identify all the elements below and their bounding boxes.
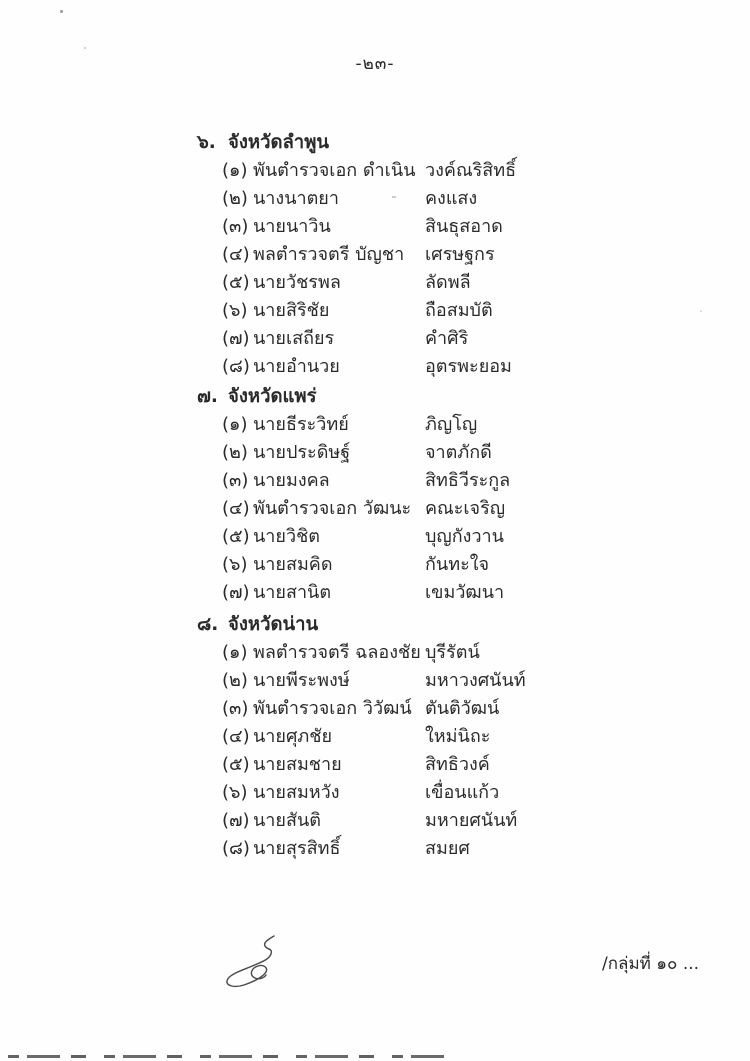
table-row	[222, 639, 750, 667]
entry-surname: สิทธิวงค์	[425, 754, 490, 775]
entry-surname: บุญกังวาน	[425, 526, 504, 547]
entry-surname: คณะเจริญ	[425, 498, 506, 519]
entry-name: นายประดิษฐ์	[253, 442, 351, 463]
table-row	[222, 157, 750, 185]
entry-surname: บุรีรัตน์	[425, 642, 480, 663]
table-row	[222, 411, 750, 439]
entry-name: นายมงคล	[253, 470, 330, 491]
table-row	[222, 325, 750, 353]
entry-surname: มหาวงศนันท์	[425, 670, 526, 691]
scan-speck	[700, 310, 702, 312]
table-row	[222, 835, 750, 863]
entry-name: นายนาวิน	[253, 216, 331, 237]
table-row	[222, 523, 750, 551]
entry-name: นางนาตยา	[253, 188, 339, 209]
table-row	[222, 353, 750, 381]
entry-name: พันตำรวจเอก วัฒนะ	[253, 498, 412, 519]
entry-surname: สินธุสอาด	[425, 216, 503, 237]
table-row	[222, 667, 750, 695]
section-title: จังหวัดน่าน	[228, 614, 319, 635]
footer-continuation-note: /กลุ่มที่ ๑๐ ...	[602, 954, 700, 974]
table-row	[222, 723, 750, 751]
entry-name: นายสานิต	[253, 582, 332, 603]
entry-surname: จาตภักดี	[425, 442, 492, 463]
signature-scribble	[216, 930, 288, 998]
section-title: จังหวัดแพร่	[228, 386, 317, 407]
entry-number: (๖)	[222, 300, 248, 321]
entry-surname: คำศิริ	[425, 328, 469, 349]
entry-surname: มหายศนันท์	[425, 810, 518, 831]
entry-number: (๖)	[222, 554, 248, 575]
entry-surname: อุตรพะยอม	[425, 356, 512, 377]
table-row	[222, 579, 750, 607]
entry-surname: ภิญโญ	[425, 414, 478, 435]
entry-surname: วงค์ณริสิทธิ์	[425, 160, 517, 181]
entry-number: (๔)	[222, 726, 250, 747]
entry-name: นายสิริชัย	[253, 300, 330, 321]
entry-name: นายสมชาย	[253, 754, 342, 775]
entry-surname: เศรษฐกร	[425, 244, 495, 265]
section-header	[197, 610, 750, 639]
entry-number: (๔)	[222, 244, 250, 265]
table-row	[222, 495, 750, 523]
table-row	[222, 779, 750, 807]
entry-number: (๗)	[222, 582, 250, 603]
table-row	[222, 213, 750, 241]
entry-name: นายอำนวย	[253, 356, 340, 377]
entry-number: (๖)	[222, 782, 248, 803]
entry-name: นายวัชรพล	[253, 272, 341, 293]
entry-number: (๗)	[222, 328, 250, 349]
entry-number: (๓)	[222, 216, 249, 237]
section-header	[197, 382, 750, 411]
section-number: ๖.	[197, 132, 216, 153]
section-header	[197, 128, 750, 157]
entry-number: (๑)	[222, 642, 248, 663]
entry-name: นายศุภชัย	[253, 726, 333, 747]
entry-number: (๓)	[222, 470, 249, 491]
entry-name: นายพีระพงษ์	[253, 670, 350, 691]
table-row	[222, 269, 750, 297]
entry-number: (๑)	[222, 160, 248, 181]
page-number: -๒๓-	[355, 54, 395, 74]
entry-surname: สิทธิวีระกูล	[425, 470, 511, 491]
table-row	[222, 807, 750, 835]
scan-speck	[84, 47, 86, 49]
entry-number: (๕)	[222, 272, 250, 293]
table-row	[222, 751, 750, 779]
section-number: ๗.	[197, 386, 218, 407]
entry-name: นายสมหวัง	[253, 782, 340, 803]
section-number: ๘.	[197, 614, 219, 635]
scan-speck	[392, 196, 396, 198]
entry-number: (๒)	[222, 188, 248, 209]
entry-name: นายสุรสิทธิ์	[253, 838, 341, 859]
entry-surname: เขื่อนแก้ว	[425, 782, 500, 803]
entry-number: (๕)	[222, 526, 250, 547]
entry-number: (๕)	[222, 754, 250, 775]
table-row	[222, 241, 750, 269]
entry-surname: สมยศ	[425, 838, 470, 859]
entry-number: (๑)	[222, 414, 248, 435]
entry-number: (๒)	[222, 442, 248, 463]
entry-name: พลตำรวจตรี ฉลองชัย	[253, 642, 421, 663]
entry-surname: ตันติวัฒน์	[425, 698, 500, 719]
table-row	[222, 695, 750, 723]
table-row	[222, 185, 750, 213]
entry-surname: ลัดพลี	[425, 272, 471, 293]
entry-surname: ใหม่นิถะ	[425, 726, 491, 747]
signature-icon	[216, 930, 288, 998]
table-row	[222, 439, 750, 467]
entry-name: นายธีระวิทย์	[253, 414, 349, 435]
entry-surname: ถือสมบัติ	[425, 300, 493, 321]
entry-name: นายสันติ	[253, 810, 321, 831]
entry-name: พันตำรวจเอก วิวัฒน์	[253, 698, 412, 719]
entry-number: (๗)	[222, 810, 250, 831]
entry-surname: เขมวัฒนา	[425, 582, 505, 603]
entry-name: พลตำรวจตรี บัญชา	[253, 244, 405, 265]
scan-speck	[60, 10, 63, 13]
entry-name: พันตำรวจเอก ดำเนิน	[253, 160, 416, 181]
scan-artifact-line	[8, 1055, 453, 1058]
entry-name: นายเสถียร	[253, 328, 335, 349]
entry-number: (๓)	[222, 698, 249, 719]
entry-name: นายวิชิต	[253, 526, 320, 547]
province-section-phrae	[0, 382, 750, 607]
entry-number: (๔)	[222, 498, 250, 519]
entry-number: (๒)	[222, 670, 248, 691]
province-section-lamphun	[0, 128, 750, 381]
entry-number: (๘)	[222, 356, 250, 377]
entry-surname: คงแสง	[425, 188, 478, 209]
entry-name: นายสมคิด	[253, 554, 333, 575]
table-row	[222, 297, 750, 325]
entry-number: (๘)	[222, 838, 250, 859]
province-section-nan	[0, 610, 750, 863]
table-row	[222, 551, 750, 579]
table-row	[222, 467, 750, 495]
section-title: จังหวัดลำพูน	[228, 132, 330, 153]
entry-surname: กันทะใจ	[425, 554, 490, 575]
